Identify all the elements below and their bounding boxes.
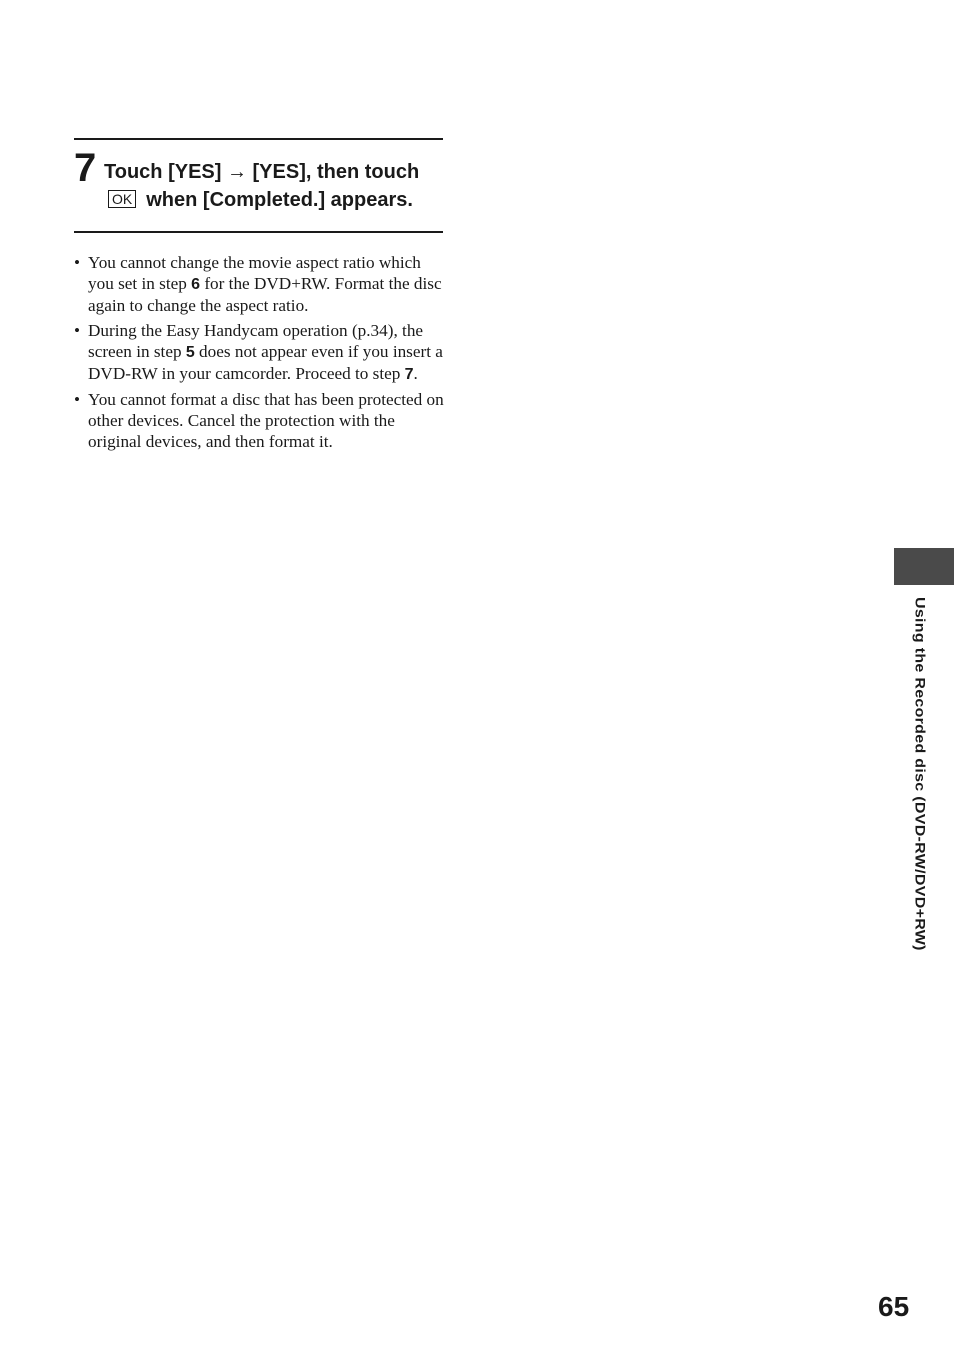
section-side-label: Using the Recorded disc (DVD-RW/DVD+RW) <box>912 597 927 951</box>
step-reference: 7 <box>404 366 414 383</box>
step-reference: 6 <box>191 276 201 293</box>
section-tab-marker <box>894 548 954 585</box>
step-reference: 5 <box>185 344 195 361</box>
note-text: for the DVD+RW. Format the disc again to change the aspect ratio. <box>88 274 442 315</box>
note-text: does not appear even if you insert a DVD-RW in your camcorder. Proceed to step <box>88 342 443 383</box>
ok-button-icon: OK <box>108 190 136 208</box>
step-7-heading <box>74 138 443 233</box>
note-text: You cannot format a disc that has been protected on other devices. Cancel the protection with the original devices, and then format it. <box>88 390 444 451</box>
step-instruction-line-2-text: when [Completed.] appears. <box>146 189 413 211</box>
note-item <box>74 389 444 452</box>
step-instruction-line-1: Touch [YES] → [YES], then touch <box>104 161 420 183</box>
bullet-icon: • <box>74 321 81 340</box>
step-number: 7 <box>74 146 97 190</box>
note-text: You cannot change the movie aspect ratio which you set in step <box>88 253 421 293</box>
note-text: During the Easy Handycam operation (p.34), the screen in step <box>88 321 424 361</box>
bullet-icon: • <box>74 390 81 409</box>
note-item <box>74 252 444 316</box>
note-item <box>74 320 444 385</box>
note-text: . <box>413 364 418 383</box>
notes-list <box>74 252 444 456</box>
page-number: 65 <box>878 1291 910 1322</box>
step-instruction-line-2 <box>104 188 413 212</box>
bullet-icon: • <box>74 253 81 272</box>
